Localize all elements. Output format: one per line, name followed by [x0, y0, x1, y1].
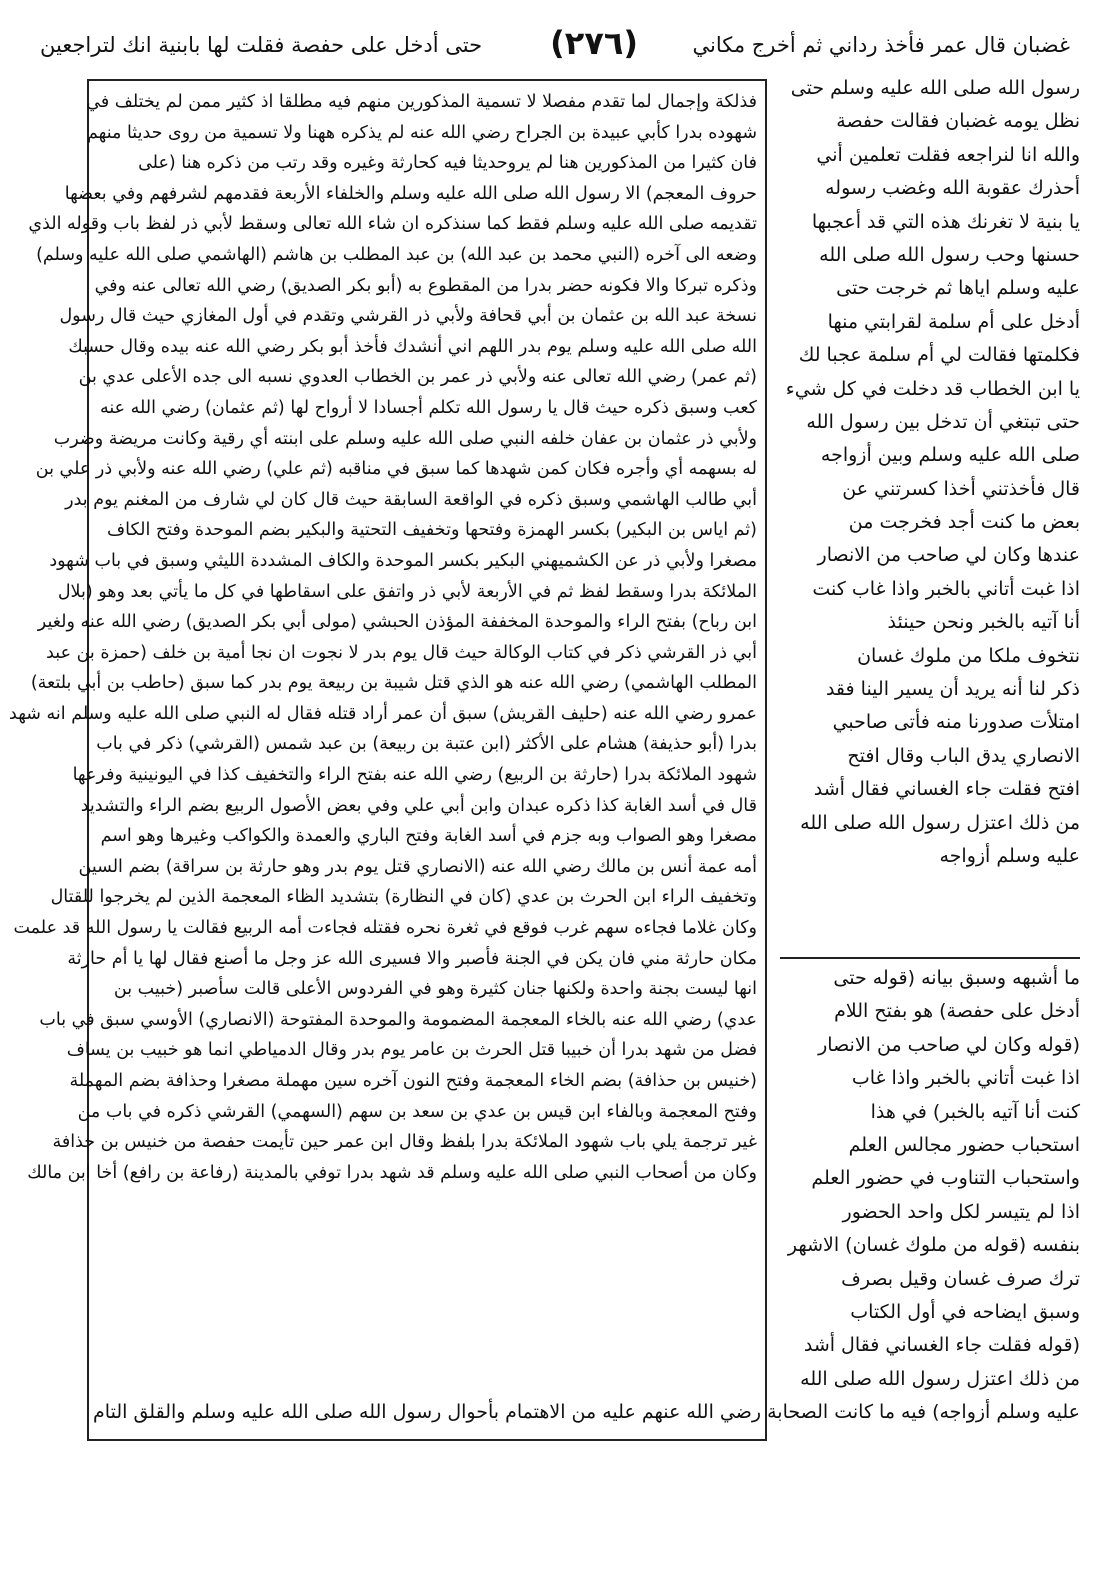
margin-text-line: من ذلك اعتزل رسول الله صلى الله	[800, 811, 1080, 834]
main-text-line: المطلب الهاشمي) رضي الله عنه هو الذي قتل شيبة بن ربيعة يوم بدر كما سبق (حاطب بن أبي بلتعة)	[30, 673, 757, 694]
margin-text-line: قال فأخذتني أخذا كسرتني عن	[842, 477, 1080, 500]
main-text-line: مصغرا ولأبي ذر عن الكشميهني البكير بكسر الموحدة والكاف المشددة الليثي وسبق في باب شهود	[49, 550, 757, 571]
margin-text-line: يا بنية لا تغرنك هذه التي قد أعجبها	[811, 210, 1080, 233]
margin-text-line: ذكر لنا أنه يريد أن يسير الينا فقد	[825, 678, 1080, 701]
main-text-line: وكان من أصحاب النبي صلى الله عليه وسلم قد شهد بدرا توفي بالمدينة (رفاعة بن رافع) أخا ابن مالك	[27, 1162, 757, 1183]
margin-text-line: عليه وسلم اياها ثم خرجت حتى	[836, 277, 1080, 300]
main-text-line: وكان غلاما فجاءه سهم غرب فوقع في ثغرة نحره فقتله فجاءت أمه الربيع فقالت يا رسول الله قد علمت	[13, 918, 757, 939]
main-text-line: مكان حارثة مني فان يكن في الجنة فأصبر والا فسيرى الله عز وجل ما أصنع فقال لها يا أم حارثة	[67, 948, 757, 969]
header-running-title-left: حتى أدخل على حفصة فقلت لها بابنية انك لتراجعين	[40, 33, 483, 57]
main-text-line: مصغرا وهو الصواب وبه جزم في أسد الغابة وفتح الباري والعمدة والكواكب وغيرها وهو اسم	[100, 826, 757, 847]
main-text-line: له بسهمه أي وأجره فكان كمن شهدها كما سبق في مناقبه (ثم علي) رضي الله عنه ولأبي ذر علي بن	[35, 459, 757, 480]
margin-text-line: حتى تبتغي أن تدخل بين رسول الله	[806, 410, 1080, 433]
margin-commentary-line: ترك صرف غسان وقيل بصرف	[841, 1267, 1080, 1290]
main-text-line: حروف المعجم) الا رسول الله صلى الله عليه وسلم والخلفاء الأربعة فقدمهم لشرفهم وفي بعضها	[64, 183, 757, 204]
margin-commentary-line: (قوله فقلت جاء الغساني فقال أشد	[803, 1334, 1080, 1357]
margin-divider	[780, 957, 1080, 959]
main-text-line: أبي ذر القرشي ذكر في كتاب الوكالة حيث قال يوم بدر لا نجوت ان نجا أمية بن خلف (حمزة بن عبد	[46, 642, 757, 663]
margin-commentary-line: استحباب حضور مجالس العلم	[848, 1133, 1080, 1156]
margin-text-line: والله انا لنراجعه فقلت تعلمين أني	[816, 143, 1080, 166]
page-number: (٢٧٦)	[550, 24, 638, 62]
main-text-line: انها ليست بجنة واحدة ولكنها جنان كثيرة وهو في الفردوس الأعلى قالت سأصبر (خبيب بن	[113, 979, 757, 1000]
margin-text-line: افتح فقلت جاء الغساني فقال أشد	[813, 778, 1080, 801]
margin-text-line: امتلأت صدورنا منه فأتى صاحبي	[832, 711, 1080, 734]
margin-commentary-line: من ذلك اعتزل رسول الله صلى الله	[800, 1367, 1080, 1390]
main-text-line: بدرا (أبو حذيفة) هشام على الأكثر (ابن عتبة بن ربيعة) بن عبد شمس (القرشي) ذكر في باب	[96, 734, 757, 755]
main-text-line: ولأبي ذر عثمان بن عفان خلفه النبي صلى الله عليه وسلم على ابنته أي رقية وكانت مريضة وضرب	[53, 428, 757, 449]
margin-text-line: نظل يومه غضبان فقالت حفصة	[836, 110, 1080, 133]
margin-commentary-line: أدخل على حفصة) هو بفتح اللام	[834, 1000, 1080, 1023]
header-running-title-right: غضبان قال عمر فأخذ رداني ثم أخرج مكاني	[692, 33, 1070, 57]
margin-text-line: فكلمتها فقالت لي أم سلمة عجبا لك	[798, 344, 1080, 367]
main-text-line: أمه عمة أنس بن مالك رضي الله عنه (الانصاري قتل يوم بدر وهو حارثة بن سراقة) بضم السين	[78, 856, 757, 877]
main-text-line: فان كثيرا من المذكورين هنا لم يروحديثا فيه كحارثة وغيره وقد رتب من ذكره هنا (على	[138, 153, 757, 174]
main-text-line: عدي) رضي الله عنه بالخاء المعجمة المضمومة والموحدة المفتوحة (الانصاري) الأوسي سبق في باب	[39, 1009, 757, 1030]
main-text-line: (خنيس بن حذافة) بضم الخاء المعجمة وفتح النون آخره سين مهملة مصغرا وحذافة بضم المهملة	[69, 1071, 757, 1091]
margin-text-line: عليه وسلم أزواجه	[939, 844, 1080, 867]
margin-text-line: عندها وكان لي صاحب من الانصار	[817, 544, 1080, 567]
main-text-line: كعب وسبق ذكره حيث قال يا رسول الله تكلم أجسادا لا أرواح لها (ثم عثمان) رضي الله عنه	[99, 397, 757, 418]
margin-commentary-line: عليه وسلم أزواجه) فيه ما كانت الصحابة رضي الله عنهم عليه من الاهتمام بأحوال رسول الله صلى الله عليه وسلم والقلق التام	[93, 1401, 1080, 1424]
main-text-line: وذكره تبركا والا فكونه حضر بدرا من المقطوع به (أبو بكر الصديق) رضي الله تعالى عنه وفي	[94, 275, 757, 296]
margin-commentary-line: اذا لم يتيسر لكل واحد الحضور	[842, 1200, 1080, 1223]
margin-text-line: اذا غبت أتاني بالخبر واذا غاب كنت	[812, 577, 1080, 600]
margin-commentary-line: ما أشبهه وسبق بيانه (قوله حتى	[833, 967, 1080, 989]
margin-commentary-line: (قوله وكان لي صاحب من الانصار	[818, 1033, 1080, 1056]
margin-text-line: أنا آتيه بالخبر ونحن حينئذ	[887, 611, 1080, 634]
margin-text-line: أحذرك عقوبة الله وغضب رسوله	[825, 177, 1080, 200]
main-text-line: شهود الملائكة بدرا (حارثة بن الربيع) رضي الله عنه بفتح الراء والتخفيف كذا في اليونينية وفرعها	[72, 765, 757, 786]
main-text-line: وتخفيف الراء ابن الحرث بن عدي (كان في النظارة) بتشديد الظاء المعجمة الذين لم يخرجوا للقتال	[50, 887, 757, 908]
margin-text-line: نتخوف ملكا من ملوك غسان	[857, 644, 1080, 667]
main-text-line: ابن رباح) بفتح الراء والموحدة المخففة المؤذن الحبشي (مولى أبي بكر الصديق) رضي الله عنه ولغير	[37, 612, 757, 633]
main-text-line: وضعه الى آخره (النبي محمد بن عبد الله) بن عبد المطلب بن هاشم (الهاشمي صلى الله عليه وسلم)	[36, 244, 757, 265]
margin-text-column	[780, 72, 1080, 873]
margin-text-line: أدخل على أم سلمة لقرابتي منها	[827, 310, 1080, 333]
main-text-line: غير ترجمة يلي باب شهود الملائكة بدرا بلفظ وقال ابن عمر حين تأيمت حفصة من خنيس بن حذافة	[52, 1132, 757, 1153]
page-header	[40, 18, 1070, 72]
main-text-line: شهوده بدرا كأبي عبيدة بن الجراح رضي الله عنه لم يذكره ههنا ولا تسمية من روى حديثا منهم	[87, 122, 757, 143]
margin-text-line: بعض ما كنت أجد فخرجت من	[848, 511, 1080, 534]
margin-commentary-line: بنفسه (قوله من ملوك غسان) الاشهر	[787, 1234, 1080, 1257]
margin-text-line: يا ابن الخطاب قد دخلت في كل شيء	[785, 377, 1080, 400]
main-text-line: فضل من شهد بدرا أن خبيبا قتل الحرث بن عامر يوم بدر وقال الدمياطي انما هو خبيب بن يساف	[66, 1040, 757, 1061]
main-text-line: نسخة عبد الله بن عثمان بن أبي قحافة ولأبي ذر القرشي وتقدم في أول المغازي حيث قال رسول	[59, 306, 757, 327]
main-text-line: وفتح المعجمة وبالفاء ابن قيس بن عدي بن سعد بن سهم (السهمي) القرشي ذكره في باب من	[77, 1101, 757, 1122]
main-text-line: أبي طالب الهاشمي وسبق ذكره في الواقعة السابقة حيث قال كان لي شارف من المغنم يوم بدر	[65, 489, 757, 510]
margin-text-line: صلى الله عليه وسلم وبين أزواجه	[820, 444, 1080, 467]
margin-commentary-line: وسبق ايضاحه في أول الكتاب	[850, 1300, 1080, 1323]
main-text-line: الملائكة بدرا وسقط لفظ ثم في الأربعة لأبي ذر واتفق على اسقاطها في كل ما يأتي بعد وهو (بلال	[57, 581, 757, 602]
main-text-line: (ثم عمر) رضي الله تعالى عنه ولأبي ذر عمر بن الخطاب العدوي نسبه الى جده الأعلى عدي بن	[78, 367, 757, 388]
main-text-line: قال في أسد الغابة كذا ذكره عبدان وابن أبي علي وفي بعض الأصول الربيع بضم الراء والتشديد	[80, 795, 757, 816]
margin-commentary-line: اذا غبت أتاني بالخبر واذا غاب	[851, 1067, 1080, 1090]
main-text-line: تقديمه صلى الله عليه وسلم فقط كما سنذكره ان شاء الله تعالى وسقط لأبي ذر لفظ باب وقوله الذي	[28, 214, 757, 235]
main-text-line: (ثم اياس بن البكير) بكسر الهمزة وفتحها وتخفيف التحتية والبكير بضم الموحدة وفتح الكاف	[106, 520, 757, 541]
margin-text-line: حسنها وحب رسول الله صلى الله	[819, 243, 1080, 266]
margin-text-line: رسول الله صلى الله عليه وسلم حتى	[790, 77, 1080, 99]
margin-commentary-line: واستحباب التناوب في حضور العلم	[811, 1167, 1080, 1190]
margin-text-line: الانصاري يدق الباب وقال افتح	[847, 744, 1080, 767]
margin-commentary-line: كنت أنا آتيه بالخبر) في هذا	[870, 1100, 1080, 1123]
main-text-line: فذلكة وإجمال لما تقدم مفصلا لا تسمية المذكورين منهم فيه مطلقا اذ كثير ممن لم يختلف في	[86, 92, 757, 112]
main-text-line: عمرو رضي الله عنه (حليف القريش) سبق أن عمر أراد قتله فقال له النبي صلى الله عليه وسلم انه شهد	[9, 703, 757, 724]
main-commentary-column	[9, 79, 767, 1441]
main-text-line: الله صلى الله عليه وسلم يوم بدر اللهم اني أنشدك فأخذ أبو بكر رضي الله عنه بيده وقال حسبك	[68, 336, 757, 357]
